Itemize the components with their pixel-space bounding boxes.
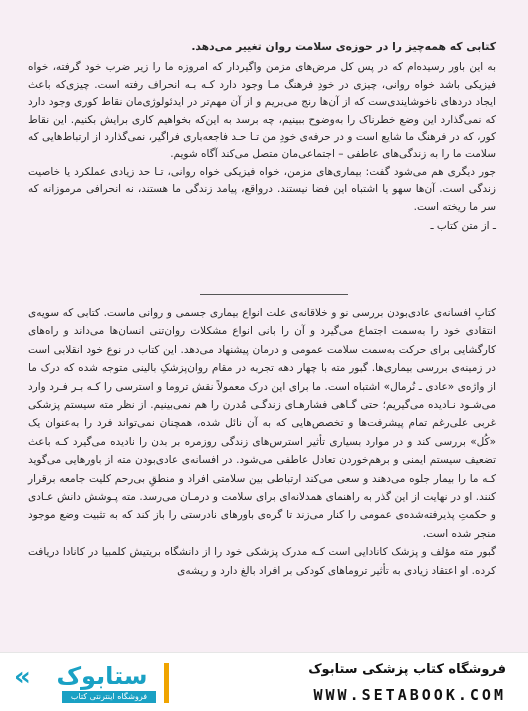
logo-subtitle: فروشگاه اینترنتی کتاب — [62, 691, 156, 703]
description-paragraph: گبور مته مؤلف و پزشک کانادایی است کـه مدرک پزشکی خود را از دانشگاه بریتیش کلمبیا در کانادا دریافت کرده. او اعتقاد زیادی به تأثیر تروماهای کودکی بر افراد بالغ دارد و ریشه‌ی — [28, 546, 496, 577]
book-description — [28, 304, 496, 580]
section-divider — [200, 294, 348, 295]
excerpt-heading: کتابی که همه‌چیز را در حوزه‌ی سلامت روان تغییر می‌دهد. — [191, 40, 496, 53]
excerpt-paragraph: به این باور رسیده‌ام که در پس کل مرض‌های مزمن واگیردار که امروزه ما را زیر ضرب خود گرفته، خواه فیزیکی باشد خواه روانی، چیزی در خودِ فرهنگ مـا وجود دارد کـه بـه انحراف رفته است. چیزی‌که باعث ایجاد دردهای ناخوشایندی‌ست که از آن‌ها رنج می‌بریم و از آن مهم‌تر در ایدئولوژی‌مان نقاط کوری وجود دارد که نمی‌گذارد این وضع خطرناک را به‌وضوح ببینیم، چه برسد به این‌که بخواهیم کاری برایش بکنیم. این نقاط کور، که در فرهنگ ما شایع است و در حرفه‌ی خودِ من تـا حـد فاجعه‌باری فراگیر، نمی‌گذارد از ارتباط‌هایی که سلامت ما را به زندگی‌های عاطفی – اجتماعی‌مان متصل می‌کند آگاه شویم. — [28, 61, 496, 161]
book-excerpt — [28, 38, 496, 235]
logo-wordmark: ستابوک — [56, 662, 148, 690]
chevron-left-icon: « — [14, 662, 31, 692]
store-footer — [0, 652, 528, 711]
setabook-logo — [14, 661, 156, 705]
excerpt-paragraph: جور دیگری هم می‌شود گفت: بیماری‌های مزمن، خواه فیزیکی خواه روانی، تـا حد زیادی عملکرد یا خاصیت زندگی است. آن‌ها سهو یا اشتباه این فضا نیستند. درواقع، پیامد زندگی ما هستند، نه انحرافی مرموزانه که سر ما ریخته است. — [28, 165, 496, 213]
store-title: فروشگاه کتاب پزشکی ستابوک — [308, 662, 506, 677]
store-url[interactable]: WWW.SETABOOK.COM — [313, 686, 506, 704]
accent-bar — [164, 663, 169, 703]
excerpt-source: ـ از متن کتاب ـ — [430, 220, 496, 233]
description-paragraph: کتابِ افسانه‌ی عادی‌بودن بررسی نو و خلاقانه‌ی علت انواع بیماری جسمی و روانی ماست. کتابی که سویه‌ی انتقادی خود را به‌سمت اجتماع می‌گیرد و آن را بانی انواع مشکلات روان‌تنی انسان‌ها می‌داند و راه‌های کارگشایی برای حرکت به‌سمت سلامت عمومی و درمان پیشنهاد می‌دهد. این کتاب در نوع خود انقلابی است در زمینه‌ی بررسی بیماری‌ها. گبور مته با چهار دهه تجربه در مقام روان‌پزشکِ بالینی متوجه شده که درک ما از واژه‌ی «عادی ـ نُرمال» اشتباه است. ما برای این درک معمولاً نقش تروما و استرسی را کـه بـر فـرد وارد می‌شـود نـادیده می‌گیریم؛ حتی گـاهی فشارهـای زندگـی مُدرن را هم نمی‌بینیم. از نظر مته سیستم پزشکی غربی علی‌رغم تمام پیشرفت‌ها و تخصص‌هایی که به آن نائل شده، همچنان نمی‌تواند فرد را به‌عنوان یک «کُل» بررسی کند و در موارد بسیاری تأثیر استرس‌های زندگی روزمره بر بدن را نادیده می‌گیرد کـه باعث تضعیف سیستم ایمنی و برهم‌خوردن تعادل عاطفی می‌شود. در افسانه‌ی عادی‌بودن مته از باورهایی می‌گوید کـه ما را بیمار جلوه می‌دهند و سعی می‌کند ارتباطی بین سلامتی افراد و منطقِ بی‌رحم کلیت جامعه برقرار کنند. او در نهایت از این گذر به راهنمای همدلانه‌ای برای سلامت و درمـان می‌رسد. مته پـوشش دانش عـادی و حکمتِ پذیرفته‌شده‌ی عمومی را کنار می‌زند تا گره‌ی باورهای نادرستی را باز کند که به تثبیت وضع موجود منجر شده است. — [28, 307, 496, 540]
